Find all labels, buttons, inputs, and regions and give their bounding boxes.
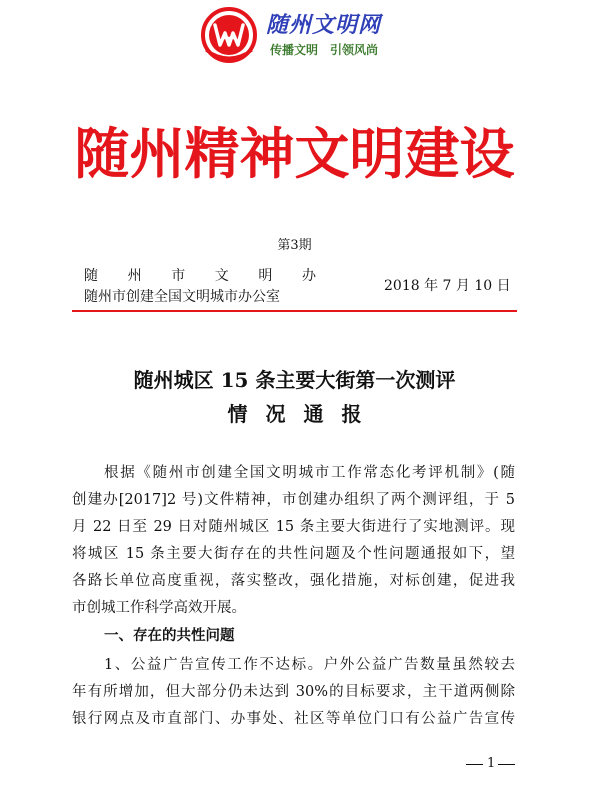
paragraph-line: 创建办[2017]2 号)文件精神，市创建办组织了两个测评组，于 5 — [72, 492, 515, 508]
document-title: 随州城区 15 条主要大街第一次测评 — [133, 368, 456, 392]
paragraph-line: 根据《随州市创建全国文明城市工作常态化考评机制》(随 — [104, 465, 515, 481]
red-divider — [72, 310, 517, 312]
page-dash-left — [466, 764, 483, 765]
issuer-line-1: 随州市文明办 — [84, 268, 316, 284]
publication-date: 2018 年 7 月 10 日 — [384, 278, 511, 294]
paragraph-line: 将城区 15 条主要大街存在的共性问题及个性问题通报如下，望 — [72, 546, 515, 562]
issue-number: 第3期 — [277, 238, 312, 253]
paragraph-line: 银行网点及市直部门、办事处、社区等单位门口有公益广告宣传 — [72, 711, 515, 727]
page-number — [466, 756, 516, 772]
paragraph-line: 各路长单位高度重视，落实整改，强化措施，对标创建，促进我 — [72, 573, 515, 589]
logo-slogan: 传播文明 引领风尚 — [270, 43, 379, 57]
issuer-line-2: 随州市创建全国文明城市办公室 — [84, 289, 280, 305]
site-logo — [200, 6, 400, 68]
page-number-value: 1 — [487, 756, 496, 771]
paragraph-line: 月 22 日至 29 日对随州城区 15 条主要大街进行了实地测评。现 — [72, 519, 515, 535]
paragraph-line: 市创城工作科学高效开展。 — [72, 600, 246, 616]
masthead-title: 随州精神文明建设 — [74, 121, 515, 186]
logo-title: 随州文明网 — [266, 13, 382, 38]
paragraph-line: 年有所增加，但大部分仍未达到 30%的目标要求，主干道两侧除 — [72, 684, 515, 700]
emblem-icon — [200, 6, 258, 64]
document-subtitle: 情况通报 — [227, 402, 380, 426]
paragraph-line: 1、公益广告宣传工作不达标。户外公益广告数量虽然较去 — [104, 657, 515, 673]
section-heading: 一、存在的共性问题 — [104, 628, 235, 644]
page-dash-right — [498, 764, 515, 765]
